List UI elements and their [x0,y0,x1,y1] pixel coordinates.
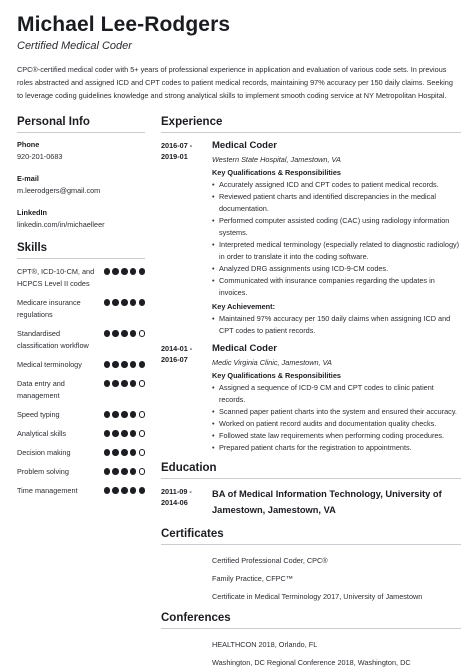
empty-dot-icon [139,468,146,475]
education-heading: Education [161,462,461,479]
skill-level-dots [104,449,145,456]
filled-dot-icon [112,487,119,494]
filled-dot-icon [121,449,128,456]
filled-dot-icon [121,411,128,418]
filled-dot-icon [121,487,128,494]
filled-dot-icon [104,468,111,475]
list-item: • Scanned paper patient charts into the system and ensured their accuracy. [212,406,461,418]
filled-dot-icon [104,449,111,456]
list-item: • Reviewed patient charts and identified discrepancies in the medical documentation. [212,191,461,215]
certificates-heading: Certificates [161,528,461,545]
certificate-item: Certificate in Medical Terminology 2017, University of Jamestown [212,592,423,601]
list-item: • Followed state law requirements when performing coding procedures. [212,430,461,442]
experience-heading: Experience [161,116,461,133]
email-label: E-mail [17,174,39,183]
skill-level-dots [104,468,145,475]
profile-summary: CPC®-certified medical coder with 5+ years of professional experience in application and evaluation of various code sets. In previous roles abstracted and assigned ICD and CPT codes to patient medical records, maintaining 97% accuracy per 150 daily claims. Seeking to leverage coding guidelines knowledge and strong analytical skills to implement smooth coding service at NY Metropolitan Hospital. [17,65,453,100]
filled-dot-icon [104,380,111,387]
filled-dot-icon [139,268,146,275]
filled-dot-icon [112,380,119,387]
conferences-list [161,636,461,668]
job-body [212,343,461,454]
qualifications-heading: Key Qualifications & Responsibilities [212,371,341,380]
filled-dot-icon [104,330,111,337]
certificate-item: Family Practice, CFPC™ [212,574,294,583]
education-entry [161,486,461,518]
job-date-end: 2019-01 [161,152,188,161]
phone-label: Phone [17,140,40,149]
job-date-start: 2016-07 - [161,141,193,150]
certificate-item: Certified Professional Coder, CPC® [212,556,328,565]
skill-level-dots [104,411,145,418]
empty-dot-icon [139,380,146,387]
filled-dot-icon [121,430,128,437]
filled-dot-icon [112,468,119,475]
candidate-name: Michael Lee-Rodgers [17,13,231,36]
empty-dot-icon [139,411,146,418]
skill-name: Data entry and management [17,379,65,400]
filled-dot-icon [130,361,137,368]
education-date-start: 2011-09 - [161,487,192,496]
job-company: Western State Hospital, Jamestown, VA [212,155,341,164]
job-title: Medical Coder [212,140,277,151]
job-entry [161,343,461,454]
qualifications-heading: Key Qualifications & Responsibilities [212,168,341,177]
skill-level-dots [104,487,145,494]
list-item: • Worked on patient record audits and documentation quality checks. [212,418,461,430]
filled-dot-icon [121,468,128,475]
education-body [212,486,461,518]
skill-name: Analytical skills [17,429,67,438]
left-column [17,116,145,504]
list-item: • Prepared patient charts for the registration to appointments. [212,442,461,454]
empty-dot-icon [139,449,146,456]
right-column [161,116,461,670]
education-degree: BA of Medical Information Technology, University of Jamestown, Jamestown, VA [212,489,442,515]
skills-list [17,266,145,497]
skill-level-dots [104,361,145,368]
filled-dot-icon [139,299,146,306]
list-item: • Assigned a sequence of ICD-9 CM and CPT codes to clinic patient records. [212,382,461,406]
filled-dot-icon [130,449,137,456]
list-item: • Accurately assigned ICD and CPT codes to patient medical records. [212,179,461,191]
skill-name: Decision making [17,448,71,457]
skill-level-dots [104,299,145,306]
filled-dot-icon [104,430,111,437]
skill-row [17,266,145,290]
skill-row [17,328,145,352]
skills-heading: Skills [17,242,145,259]
skill-level-dots [104,380,145,387]
filled-dot-icon [130,380,137,387]
email-value[interactable]: m.leerodgers@gmail.com [17,186,101,195]
job-date [161,343,212,454]
filled-dot-icon [139,487,146,494]
education-date [161,486,212,518]
job-body [212,140,461,337]
filled-dot-icon [121,299,128,306]
linkedin-label: LinkedIn [17,208,47,217]
conferences-heading: Conferences [161,612,461,629]
filled-dot-icon [121,268,128,275]
responsibilities-list [212,382,461,454]
job-date-start: 2014-01 - [161,344,193,353]
list-item: • Performed computer assisted coding (CAC) using radiology information systems. [212,215,461,239]
filled-dot-icon [130,430,137,437]
personal-info-heading: Personal Info [17,116,145,133]
filled-dot-icon [112,449,119,456]
education-date-end: 2014-06 [161,498,188,507]
skill-row [17,466,145,478]
certificates-list [161,552,461,602]
filled-dot-icon [130,487,137,494]
skill-level-dots [104,430,145,437]
filled-dot-icon [112,330,119,337]
empty-dot-icon [139,330,146,337]
filled-dot-icon [112,299,119,306]
achievements-list [212,313,461,337]
list-item: • Analyzed DRG assignments using ICD-9-CM codes. [212,263,461,275]
job-title: Medical Coder [212,343,277,354]
skill-name: CPT®, ICD-10-CM, and HCPCS Level II codes [17,267,95,288]
skill-name: Speed typing [17,410,60,419]
skill-row [17,409,145,421]
skill-row [17,447,145,459]
filled-dot-icon [104,299,111,306]
list-item: • Communicated with insurance companies regarding the updates in invoices. [212,275,461,299]
personal-info-list [17,140,145,229]
filled-dot-icon [121,380,128,387]
conference-item: Washington, DC Regional Conference 2018, Washington, DC [212,658,411,667]
filled-dot-icon [130,299,137,306]
filled-dot-icon [104,487,111,494]
skill-level-dots [104,268,145,275]
filled-dot-icon [112,361,119,368]
filled-dot-icon [112,430,119,437]
skill-row [17,297,145,321]
skill-row [17,359,145,371]
filled-dot-icon [139,361,146,368]
filled-dot-icon [112,411,119,418]
filled-dot-icon [104,268,111,275]
skill-row [17,378,145,402]
candidate-title: Certified Medical Coder [17,40,132,52]
skill-name: Medicare insurance regulations [17,298,81,319]
skill-name: Medical terminology [17,360,82,369]
list-item: • Interpreted medical terminology (especially related to diagnostic radiology) in order to translate it into the coding software. [212,239,461,263]
skill-row [17,485,145,497]
filled-dot-icon [112,268,119,275]
skill-name: Time management [17,486,78,495]
skill-name: Standardised classification workflow [17,329,89,350]
skill-name: Problem solving [17,467,69,476]
job-company: Medic Virginia Clinic, Jamestown, VA [212,358,332,367]
linkedin-value[interactable]: linkedin.com/in/michaelleer [17,220,105,229]
empty-dot-icon [139,430,146,437]
filled-dot-icon [104,411,111,418]
conference-item: HEALTHCON 2018, Orlando, FL [212,640,318,649]
filled-dot-icon [130,268,137,275]
list-item: • Maintained 97% accuracy per 150 daily claims when assigning ICD and CPT codes to patient records. [212,313,461,337]
skill-level-dots [104,330,145,337]
filled-dot-icon [121,330,128,337]
filled-dot-icon [130,468,137,475]
job-entry [161,140,461,337]
filled-dot-icon [130,411,137,418]
filled-dot-icon [130,330,137,337]
phone-value[interactable]: 920-201-0683 [17,152,63,161]
filled-dot-icon [104,361,111,368]
filled-dot-icon [121,361,128,368]
skill-row [17,428,145,440]
job-date [161,140,212,337]
responsibilities-list [212,179,461,299]
achievement-heading: Key Achievement: [212,302,275,311]
job-date-end: 2016-07 [161,355,188,364]
